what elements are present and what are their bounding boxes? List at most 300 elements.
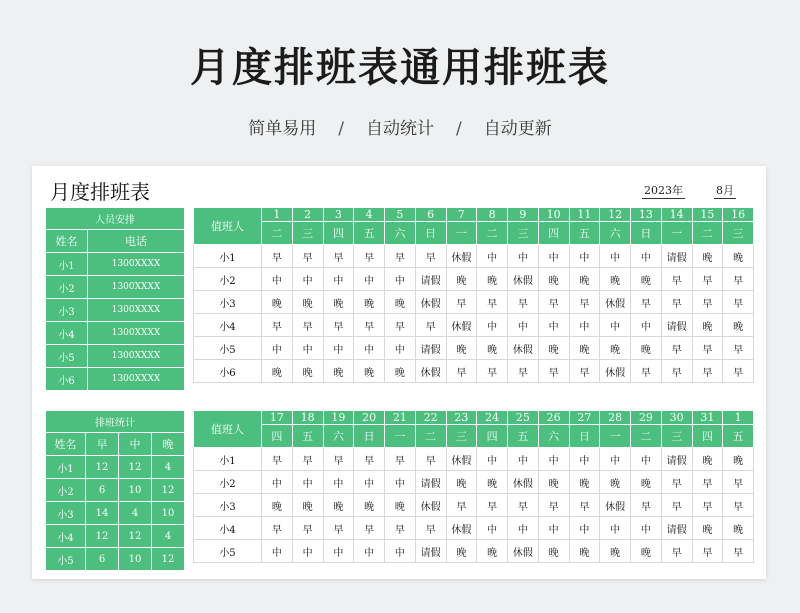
weekday-label: 三 <box>661 425 692 448</box>
stat-count: 12 <box>152 548 185 571</box>
shift-cell[interactable]: 休假 <box>508 268 539 291</box>
shift-cell[interactable]: 中 <box>538 517 569 540</box>
shift-cell[interactable]: 中 <box>477 314 508 337</box>
day-number: 5 <box>385 208 416 222</box>
shift-cell[interactable]: 中 <box>292 337 323 360</box>
shift-cell[interactable]: 早 <box>292 245 323 268</box>
shift-cell[interactable]: 中 <box>508 314 539 337</box>
shift-cell[interactable]: 早 <box>723 291 754 314</box>
table-row <box>46 548 185 571</box>
staff-name: 小5 <box>194 540 262 563</box>
shift-cell[interactable]: 中 <box>354 471 385 494</box>
shift-cell[interactable]: 中 <box>508 517 539 540</box>
shift-cell[interactable]: 中 <box>508 245 539 268</box>
shift-cell[interactable]: 中 <box>569 517 600 540</box>
shift-cell[interactable]: 晚 <box>385 291 416 314</box>
weekday-label: 四 <box>323 222 354 245</box>
weekday-label: 六 <box>538 425 569 448</box>
shift-cell[interactable]: 晚 <box>600 471 631 494</box>
shift-cell[interactable]: 早 <box>415 314 446 337</box>
shift-cell[interactable]: 早 <box>723 540 754 563</box>
table-row <box>194 540 754 563</box>
day-number: 8 <box>477 208 508 222</box>
shift-cell[interactable]: 中 <box>323 471 354 494</box>
shift-cell[interactable]: 请假 <box>661 245 692 268</box>
stat-name: 小4 <box>46 525 86 548</box>
shift-cell[interactable]: 晚 <box>446 540 477 563</box>
staff-name: 小3 <box>194 494 262 517</box>
shift-cell[interactable]: 晚 <box>723 314 754 337</box>
day-number: 27 <box>569 411 600 425</box>
table-row <box>194 337 754 360</box>
on-duty-header: 值班人 <box>194 208 262 245</box>
day-number: 1 <box>262 208 293 222</box>
shift-cell[interactable]: 晚 <box>354 494 385 517</box>
shift-cell[interactable]: 休假 <box>415 360 446 383</box>
weekday-label: 日 <box>354 425 385 448</box>
table-row <box>194 471 754 494</box>
shift-cell[interactable]: 中 <box>262 540 293 563</box>
shift-cell[interactable]: 早 <box>385 314 416 337</box>
table-row <box>46 276 185 299</box>
weekday-label: 五 <box>292 425 323 448</box>
person-name: 小4 <box>46 322 88 345</box>
shift-cell[interactable]: 休假 <box>600 360 631 383</box>
shift-cell[interactable]: 请假 <box>415 540 446 563</box>
tag-separator: / <box>338 119 344 139</box>
shift-cell[interactable]: 请假 <box>415 268 446 291</box>
shift-cell[interactable]: 晚 <box>292 291 323 314</box>
shift-cell[interactable]: 早 <box>661 540 692 563</box>
person-phone[interactable]: 1300XXXX <box>88 253 185 276</box>
shift-cell[interactable]: 晚 <box>323 494 354 517</box>
shift-cell[interactable]: 晚 <box>477 268 508 291</box>
shift-cell[interactable]: 中 <box>323 540 354 563</box>
shift-cell[interactable]: 晚 <box>600 540 631 563</box>
shift-cell[interactable]: 中 <box>600 517 631 540</box>
shift-cell[interactable]: 晚 <box>385 360 416 383</box>
column-header: 晚 <box>152 433 185 456</box>
shift-cell[interactable]: 早 <box>723 494 754 517</box>
shift-cell[interactable]: 早 <box>723 337 754 360</box>
month-field[interactable]: 8月 <box>716 184 734 197</box>
shift-cell[interactable]: 早 <box>446 494 477 517</box>
shift-cell[interactable]: 晚 <box>477 337 508 360</box>
year-field[interactable]: 2023年 <box>644 184 683 197</box>
feature-tag: 自动更新 <box>483 119 552 139</box>
shift-cell[interactable]: 早 <box>661 337 692 360</box>
shift-cell[interactable]: 早 <box>354 314 385 337</box>
shift-cell[interactable]: 休假 <box>446 245 477 268</box>
weekday-label: 五 <box>508 425 539 448</box>
stat-count: 10 <box>119 548 152 571</box>
feature-tag: 自动统计 <box>366 119 434 139</box>
day-number: 25 <box>508 411 539 425</box>
shift-cell[interactable]: 早 <box>692 337 723 360</box>
person-name: 小5 <box>46 345 88 368</box>
shift-cell[interactable]: 早 <box>538 291 569 314</box>
weekday-label: 五 <box>569 222 600 245</box>
shift-cell[interactable]: 早 <box>508 494 539 517</box>
person-name: 小1 <box>46 253 88 276</box>
shift-cell[interactable]: 休假 <box>446 314 477 337</box>
shift-cell[interactable]: 晚 <box>723 245 754 268</box>
weekday-label: 三 <box>723 222 754 245</box>
shift-cell[interactable]: 晚 <box>446 471 477 494</box>
shift-cell[interactable]: 请假 <box>415 337 446 360</box>
shift-cell[interactable]: 晚 <box>569 540 600 563</box>
day-number: 23 <box>446 411 477 425</box>
table-row <box>46 322 185 345</box>
shift-cell[interactable]: 晚 <box>569 268 600 291</box>
shift-cell[interactable]: 早 <box>569 494 600 517</box>
day-number: 20 <box>354 411 385 425</box>
shift-cell[interactable]: 晚 <box>631 540 662 563</box>
person-phone[interactable]: 1300XXXX <box>88 368 185 391</box>
day-number: 28 <box>600 411 631 425</box>
shift-cell[interactable]: 晚 <box>631 471 662 494</box>
day-number: 6 <box>415 208 446 222</box>
shift-cell[interactable]: 中 <box>292 268 323 291</box>
person-name: 小2 <box>46 276 88 299</box>
weekday-label: 一 <box>385 425 416 448</box>
column-header: 姓名 <box>46 230 88 253</box>
shift-cell[interactable]: 早 <box>692 471 723 494</box>
person-phone[interactable]: 1300XXXX <box>88 345 185 368</box>
weekday-row <box>194 425 754 448</box>
shift-cell[interactable]: 早 <box>692 540 723 563</box>
shift-cell[interactable]: 晚 <box>538 268 569 291</box>
stat-count: 12 <box>86 456 119 479</box>
shift-cell[interactable]: 请假 <box>661 314 692 337</box>
shift-cell[interactable]: 早 <box>477 494 508 517</box>
person-name: 小6 <box>46 368 88 391</box>
person-phone[interactable]: 1300XXXX <box>88 299 185 322</box>
shift-cell[interactable]: 休假 <box>508 337 539 360</box>
shift-cell[interactable]: 中 <box>385 540 416 563</box>
weekday-label: 日 <box>569 425 600 448</box>
shift-cell[interactable]: 中 <box>385 337 416 360</box>
shift-cell[interactable]: 早 <box>723 268 754 291</box>
shift-cell[interactable]: 早 <box>661 494 692 517</box>
staff-name: 小3 <box>194 291 262 314</box>
sheet-title: 月度排班表 <box>50 180 150 204</box>
shift-cell[interactable]: 早 <box>508 291 539 314</box>
shift-cell[interactable]: 中 <box>538 448 569 471</box>
shift-cell[interactable]: 休假 <box>508 471 539 494</box>
schedule-sheet <box>32 166 766 579</box>
shift-cell[interactable]: 晚 <box>354 291 385 314</box>
day-number: 29 <box>631 411 662 425</box>
weekday-label: 一 <box>600 425 631 448</box>
shift-cell[interactable]: 早 <box>661 291 692 314</box>
shift-cell[interactable]: 早 <box>323 245 354 268</box>
shift-cell[interactable]: 早 <box>692 360 723 383</box>
shift-cell[interactable]: 晚 <box>477 471 508 494</box>
shift-cell[interactable]: 中 <box>262 471 293 494</box>
stat-name: 小5 <box>46 548 86 571</box>
shift-cell[interactable]: 早 <box>631 360 662 383</box>
shift-cell[interactable]: 中 <box>262 337 293 360</box>
day-number: 1 <box>723 411 754 425</box>
shift-cell[interactable]: 早 <box>385 517 416 540</box>
day-number: 9 <box>508 208 539 222</box>
column-header: 中 <box>119 433 152 456</box>
column-header: 电话 <box>88 230 185 253</box>
shift-cell[interactable]: 早 <box>385 448 416 471</box>
shift-cell[interactable]: 晚 <box>692 448 723 471</box>
stat-count: 12 <box>152 479 185 502</box>
table-row <box>46 345 185 368</box>
weekday-label: 二 <box>692 222 723 245</box>
weekday-label: 一 <box>661 222 692 245</box>
shift-cell[interactable]: 晚 <box>477 540 508 563</box>
shift-cell[interactable]: 中 <box>323 268 354 291</box>
shift-cell[interactable]: 早 <box>292 448 323 471</box>
shift-cell[interactable]: 早 <box>692 494 723 517</box>
shift-cell[interactable]: 早 <box>631 494 662 517</box>
shift-cell[interactable]: 早 <box>415 245 446 268</box>
shift-cell[interactable]: 中 <box>631 245 662 268</box>
day-number: 30 <box>661 411 692 425</box>
shift-cell[interactable]: 中 <box>477 517 508 540</box>
shift-cell[interactable]: 早 <box>477 291 508 314</box>
staff-name: 小2 <box>194 268 262 291</box>
person-phone[interactable]: 1300XXXX <box>88 276 185 299</box>
weekday-label: 二 <box>477 222 508 245</box>
personnel-title: 人员安排 <box>46 208 185 230</box>
shift-cell[interactable]: 晚 <box>569 471 600 494</box>
shift-cell[interactable]: 早 <box>292 517 323 540</box>
shift-cell[interactable]: 早 <box>354 448 385 471</box>
shift-cell[interactable]: 晚 <box>600 337 631 360</box>
weekday-label: 一 <box>446 222 477 245</box>
shift-cell[interactable]: 晚 <box>385 494 416 517</box>
shift-cell[interactable]: 中 <box>477 245 508 268</box>
shift-cell[interactable]: 早 <box>508 360 539 383</box>
stats-table <box>45 410 185 571</box>
shift-cell[interactable]: 晚 <box>446 337 477 360</box>
day-number: 13 <box>631 208 662 222</box>
shift-cell[interactable]: 中 <box>569 245 600 268</box>
shift-cell[interactable]: 中 <box>354 540 385 563</box>
shift-cell[interactable]: 晚 <box>723 517 754 540</box>
shift-cell[interactable]: 早 <box>262 245 293 268</box>
shift-cell[interactable]: 请假 <box>661 448 692 471</box>
weekday-label: 四 <box>262 425 293 448</box>
shift-cell[interactable]: 中 <box>538 314 569 337</box>
stat-count: 6 <box>86 479 119 502</box>
shift-cell[interactable]: 中 <box>569 448 600 471</box>
shift-cell[interactable]: 早 <box>538 360 569 383</box>
stat-count: 6 <box>86 548 119 571</box>
shift-cell[interactable]: 中 <box>323 337 354 360</box>
shift-cell[interactable]: 中 <box>385 268 416 291</box>
shift-cell[interactable]: 晚 <box>292 494 323 517</box>
staff-name: 小1 <box>194 245 262 268</box>
shift-cell[interactable]: 晚 <box>262 291 293 314</box>
shift-cell[interactable]: 早 <box>538 494 569 517</box>
shift-cell[interactable]: 中 <box>538 245 569 268</box>
shift-cell[interactable]: 晚 <box>692 245 723 268</box>
day-number: 18 <box>292 411 323 425</box>
shift-cell[interactable]: 晚 <box>538 471 569 494</box>
shift-cell[interactable]: 早 <box>385 245 416 268</box>
stat-count: 14 <box>86 502 119 525</box>
stat-count: 12 <box>86 525 119 548</box>
stat-name: 小3 <box>46 502 86 525</box>
column-header: 姓名 <box>46 433 86 456</box>
day-number: 14 <box>661 208 692 222</box>
staff-name: 小4 <box>194 517 262 540</box>
shift-cell[interactable]: 中 <box>600 314 631 337</box>
shift-cell[interactable]: 早 <box>292 314 323 337</box>
day-number: 11 <box>569 208 600 222</box>
weekday-label: 三 <box>508 222 539 245</box>
shift-cell[interactable]: 早 <box>262 314 293 337</box>
shift-cell[interactable]: 休假 <box>415 494 446 517</box>
shift-cell[interactable]: 请假 <box>415 471 446 494</box>
shift-cell[interactable]: 中 <box>385 471 416 494</box>
day-number: 12 <box>600 208 631 222</box>
table-row <box>194 517 754 540</box>
day-number: 24 <box>477 411 508 425</box>
day-number: 7 <box>446 208 477 222</box>
shift-cell[interactable]: 早 <box>446 360 477 383</box>
weekday-label: 四 <box>538 222 569 245</box>
shift-cell[interactable]: 中 <box>631 314 662 337</box>
shift-cell[interactable]: 早 <box>569 360 600 383</box>
table-row <box>46 253 185 276</box>
shift-cell[interactable]: 早 <box>477 360 508 383</box>
shift-cell[interactable]: 早 <box>262 517 293 540</box>
shift-cell[interactable]: 中 <box>292 540 323 563</box>
shift-cell[interactable]: 中 <box>354 337 385 360</box>
shift-cell[interactable]: 中 <box>292 471 323 494</box>
stat-count: 10 <box>152 502 185 525</box>
shift-cell[interactable]: 中 <box>600 448 631 471</box>
shift-cell[interactable]: 休假 <box>600 494 631 517</box>
weekday-label: 三 <box>292 222 323 245</box>
shift-cell[interactable]: 中 <box>354 268 385 291</box>
shift-cell[interactable]: 晚 <box>538 540 569 563</box>
shift-cell[interactable]: 晚 <box>262 494 293 517</box>
shift-cell[interactable]: 休假 <box>415 291 446 314</box>
shift-cell[interactable]: 晚 <box>692 517 723 540</box>
shift-cell[interactable]: 早 <box>661 471 692 494</box>
shift-cell[interactable]: 中 <box>631 517 662 540</box>
shift-cell[interactable]: 早 <box>631 291 662 314</box>
shift-cell[interactable]: 晚 <box>292 360 323 383</box>
shift-cell[interactable]: 早 <box>262 448 293 471</box>
weekday-label: 日 <box>631 222 662 245</box>
table-header-row <box>46 230 185 253</box>
day-number: 19 <box>323 411 354 425</box>
shift-cell[interactable]: 休假 <box>600 291 631 314</box>
shift-cell[interactable]: 晚 <box>354 360 385 383</box>
shift-cell[interactable]: 早 <box>415 448 446 471</box>
table-row <box>46 479 185 502</box>
stat-count: 10 <box>119 479 152 502</box>
shift-cell[interactable]: 晚 <box>631 337 662 360</box>
shift-cell[interactable]: 晚 <box>723 448 754 471</box>
staff-name: 小2 <box>194 471 262 494</box>
shift-cell[interactable]: 早 <box>692 268 723 291</box>
shift-cell[interactable]: 早 <box>661 268 692 291</box>
weekday-label: 六 <box>323 425 354 448</box>
day-number: 31 <box>692 411 723 425</box>
shift-cell[interactable]: 晚 <box>323 360 354 383</box>
shift-cell[interactable]: 晚 <box>538 337 569 360</box>
stat-count: 4 <box>152 525 185 548</box>
weekday-label: 二 <box>415 425 446 448</box>
shift-cell[interactable]: 晚 <box>569 337 600 360</box>
stat-count: 4 <box>152 456 185 479</box>
shift-cell[interactable]: 休假 <box>446 448 477 471</box>
stat-name: 小2 <box>46 479 86 502</box>
person-name: 小3 <box>46 299 88 322</box>
person-phone[interactable]: 1300XXXX <box>88 322 185 345</box>
table-row <box>46 368 185 391</box>
shift-cell[interactable]: 晚 <box>262 360 293 383</box>
page-title: 月度排班表通用排班表 <box>190 45 610 91</box>
table-row <box>194 268 754 291</box>
shift-cell[interactable]: 早 <box>446 291 477 314</box>
shift-cell[interactable]: 早 <box>323 448 354 471</box>
shift-cell[interactable]: 早 <box>415 517 446 540</box>
table-row <box>194 448 754 471</box>
shift-cell[interactable]: 请假 <box>661 517 692 540</box>
shift-cell[interactable]: 早 <box>723 471 754 494</box>
shift-cell[interactable]: 早 <box>323 314 354 337</box>
table-header-row <box>46 433 185 456</box>
shift-cell[interactable]: 早 <box>323 517 354 540</box>
weekday-label: 二 <box>631 425 662 448</box>
shift-cell[interactable]: 早 <box>354 517 385 540</box>
table-row <box>46 456 185 479</box>
weekday-label: 四 <box>692 425 723 448</box>
weekday-label: 五 <box>354 222 385 245</box>
shift-cell[interactable]: 中 <box>262 268 293 291</box>
tag-separator: / <box>456 119 462 139</box>
feature-tags <box>0 114 800 139</box>
shift-cell[interactable]: 中 <box>631 448 662 471</box>
shift-cell[interactable]: 晚 <box>631 268 662 291</box>
shift-cell[interactable]: 早 <box>692 291 723 314</box>
shift-cell[interactable]: 早 <box>354 245 385 268</box>
table-row <box>194 245 754 268</box>
shift-cell[interactable]: 晚 <box>692 314 723 337</box>
shift-cell[interactable]: 休假 <box>508 540 539 563</box>
shift-cell[interactable]: 早 <box>661 360 692 383</box>
stat-count: 4 <box>119 502 152 525</box>
stat-name: 小1 <box>46 456 86 479</box>
shift-cell[interactable]: 中 <box>600 245 631 268</box>
schedule-table-top <box>193 207 754 383</box>
table-row <box>194 360 754 383</box>
shift-cell[interactable]: 晚 <box>600 268 631 291</box>
shift-cell[interactable]: 中 <box>477 448 508 471</box>
shift-cell[interactable]: 中 <box>508 448 539 471</box>
shift-cell[interactable]: 早 <box>569 291 600 314</box>
shift-cell[interactable]: 早 <box>723 360 754 383</box>
day-number: 4 <box>354 208 385 222</box>
shift-cell[interactable]: 晚 <box>446 268 477 291</box>
shift-cell[interactable]: 晚 <box>323 291 354 314</box>
shift-cell[interactable]: 休假 <box>446 517 477 540</box>
day-number: 21 <box>385 411 416 425</box>
shift-cell[interactable]: 中 <box>569 314 600 337</box>
